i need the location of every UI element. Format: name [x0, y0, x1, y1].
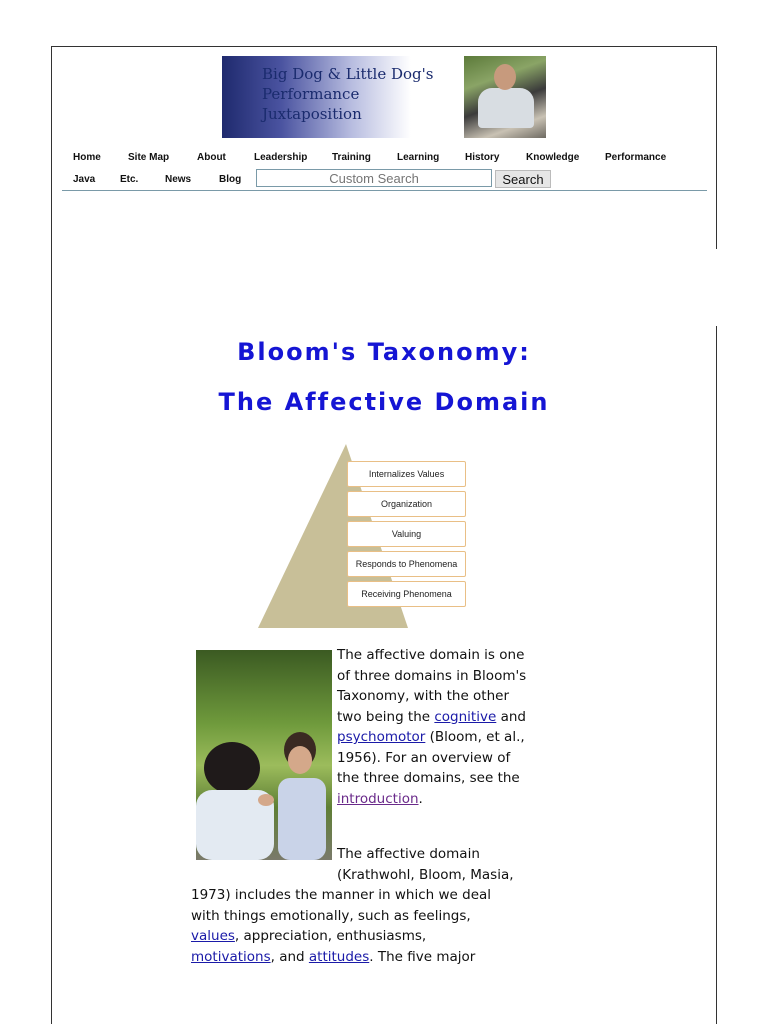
link-psychomotor[interactable]: psychomotor	[337, 729, 426, 745]
link-values[interactable]: values	[191, 928, 235, 944]
search-input[interactable]	[256, 169, 492, 187]
site-banner[interactable]	[222, 56, 458, 138]
page-frame-right-lower	[716, 326, 717, 1024]
nav-news[interactable]: News	[165, 174, 192, 185]
nav-about[interactable]: About	[197, 152, 226, 163]
nav-home[interactable]: Home	[73, 152, 101, 163]
page-frame-top	[52, 46, 717, 47]
pyramid-level-organization: Organization	[347, 491, 466, 517]
pyramid-level-receiving-phenomena: Receiving Phenomena	[347, 581, 466, 607]
link-introduction[interactable]: introduction	[337, 790, 419, 807]
nav-etc[interactable]: Etc.	[120, 174, 139, 185]
nav-blog[interactable]: Blog	[219, 174, 242, 185]
banner-line-1: Big Dog & Little Dog's	[262, 65, 434, 83]
nav-history[interactable]: History	[465, 152, 500, 163]
pyramid-level-internalizes-values: Internalizes Values	[347, 461, 466, 487]
page-frame-right	[716, 46, 717, 249]
nav-java[interactable]: Java	[73, 174, 96, 185]
photo-person-head	[494, 64, 516, 90]
nav-knowledge[interactable]: Knowledge	[526, 152, 580, 163]
affective-paragraph: 1973) includes the manner in which we deal with things emotionally, such as feelings, values, appreciation, enthusiasms, motivations, and attitudes. The five major	[191, 887, 492, 965]
photo-person-body	[478, 88, 534, 128]
nav-training[interactable]: Training	[332, 152, 371, 163]
intro-paragraph: The affective domain is one of three domains in Bloom's Taxonomy, with the other two being the cognitive and psychomotor (Bloom, et al., 1956). For an overview of the three domains, see the introduction.	[337, 647, 527, 807]
nav-divider	[62, 190, 707, 191]
nav-learning[interactable]: Learning	[397, 152, 440, 163]
nav-leadership[interactable]: Leadership	[254, 152, 308, 163]
conversation-photo	[196, 650, 332, 860]
nav-performance[interactable]: Performance	[605, 152, 667, 163]
page-title-line-1: Bloom's Taxonomy:	[237, 338, 531, 366]
search-button[interactable]: Search	[495, 170, 551, 188]
page-title-line-2: The Affective Domain	[218, 388, 550, 416]
link-cognitive[interactable]: cognitive	[434, 708, 497, 725]
banner-line-2: Performance Juxtaposition	[262, 85, 362, 123]
conversation-photo-figures	[196, 650, 332, 860]
link-motivations[interactable]: motivations	[191, 948, 271, 965]
affective-paragraph-start: The affective domain (Krathwohl, Bloom, Masia,	[337, 846, 514, 883]
page-frame-left	[51, 46, 52, 1024]
pyramid-level-valuing: Valuing	[347, 521, 466, 547]
nav-site-map[interactable]: Site Map	[128, 152, 170, 163]
pyramid-level-responds-to-phenomena: Responds to Phenomena	[347, 551, 466, 577]
link-attitudes[interactable]: attitudes	[308, 948, 370, 965]
banner-title	[262, 64, 458, 124]
banner-author-photo	[464, 56, 546, 138]
